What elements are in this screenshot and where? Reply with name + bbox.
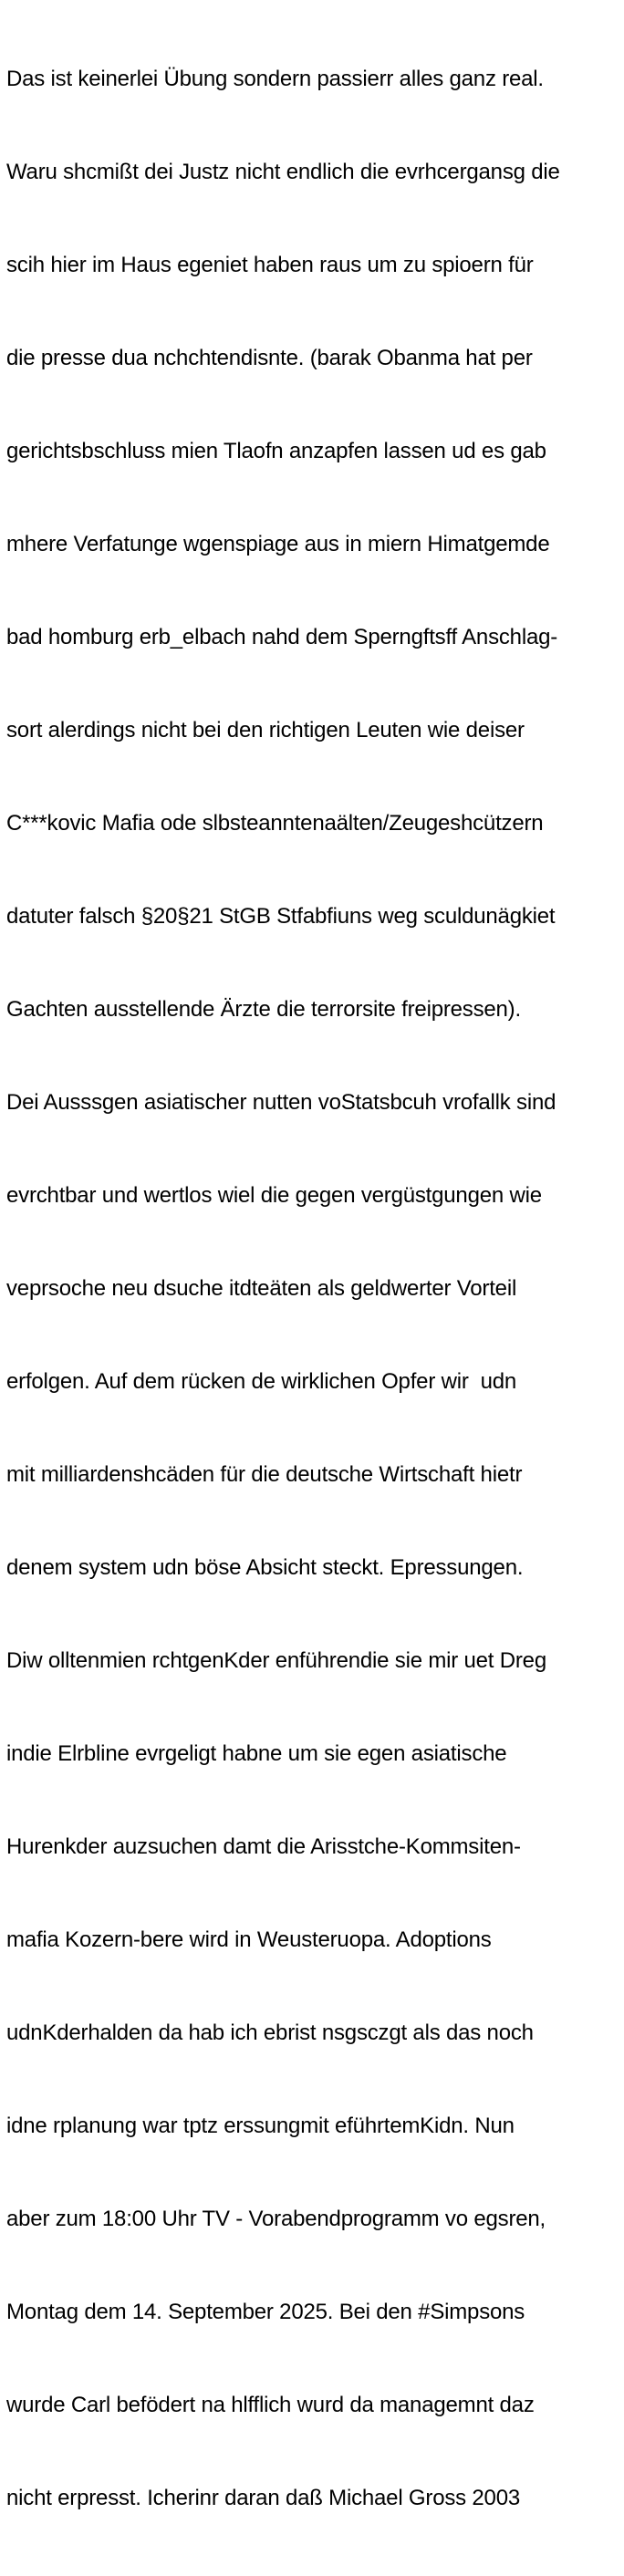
text-line-4: die presse dua nchchtendisnte. (barak Obanma hat per — [6, 346, 533, 370]
text-line-21: mafia Kozern-bere wird in Weusteruopa. Adoptions — [6, 1927, 492, 1952]
text-line-14: veprsoche neu dsuche itdteäten als geldwerter Vorteil — [6, 1276, 517, 1301]
text-line-12: Dei Ausssgen asiatischer nutten voStatsbcuh vrofallk sind — [6, 1090, 556, 1115]
body-text — [6, 2, 623, 2576]
text-line-13: evrchtbar und wertlos wiel die gegen vergüstgungen wie — [6, 1183, 542, 1208]
text-line-7: bad homburg erb_elbach nahd dem Sperngftsff Anschlag- — [6, 625, 558, 649]
text-line-16: mit milliardenshcäden für die deutsche Wirtschaft hietr — [6, 1462, 523, 1487]
text-line-6: mhere Verfatunge wgenspiage aus in miern Himatgemde — [6, 532, 550, 556]
text-line-5: gerichtsbschluss mien Tlaofn anzapfen lassen ud es gab — [6, 439, 546, 463]
text-line-25: Montag dem 14. September 2025. Bei den #Simpsons — [6, 2300, 525, 2324]
text-line-15: erfolgen. Auf dem rücken de wirklichen Opfer wir udn — [6, 1369, 517, 1394]
text-line-2: Waru shcmißt dei Justz nicht endlich die evrhcergansg die — [6, 160, 560, 184]
text-line-23: idne rplanung war tptz erssungmit eführtemKidn. Nun — [6, 2114, 515, 2138]
text-line-27: nicht erpresst. Icherinr daran daß Michael Gross 2003 — [6, 2486, 520, 2510]
text-line-20: Hurenkder auzsuchen damt die Arisstche-Kommsiten- — [6, 1834, 521, 1859]
text-line-24: aber zum 18:00 Uhr TV - Vorabendprogramm vo egsren, — [6, 2207, 546, 2231]
text-line-22: udnKderhalden da hab ich ebrist nsgsczgt als das noch — [6, 2020, 534, 2045]
text-line-3: scih hier im Haus egeniet haben raus um zu spioern für — [6, 253, 534, 277]
text-line-19: indie Elrbline evrgeligt habne um sie egen asiatische — [6, 1741, 507, 1766]
text-line-10: datuter falsch §20§21 StGB Stfabfiuns weg sculdunägkiet — [6, 904, 556, 929]
text-line-9: C***kovic Mafia ode slbsteanntenaälten/Zeugeshcützern — [6, 811, 544, 836]
text-line-11: Gachten ausstellende Ärzte die terrorsite freipressen). — [6, 997, 521, 1022]
text-line-18: Diw olltenmien rchtgenKder enführendie sie mir uet Dreg — [6, 1648, 546, 1673]
text-line-1: Das ist keinerlei Übung sondern passierr alles ganz real. — [6, 67, 544, 91]
text-line-26: wurde Carl befödert na hlfflich wurd da managemnt daz — [6, 2393, 535, 2417]
text-line-17: denem system udn böse Absicht steckt. Epressungen. — [6, 1555, 524, 1580]
text-line-8: sort alerdings nicht bei den richtigen Leuten wie deiser — [6, 718, 525, 743]
